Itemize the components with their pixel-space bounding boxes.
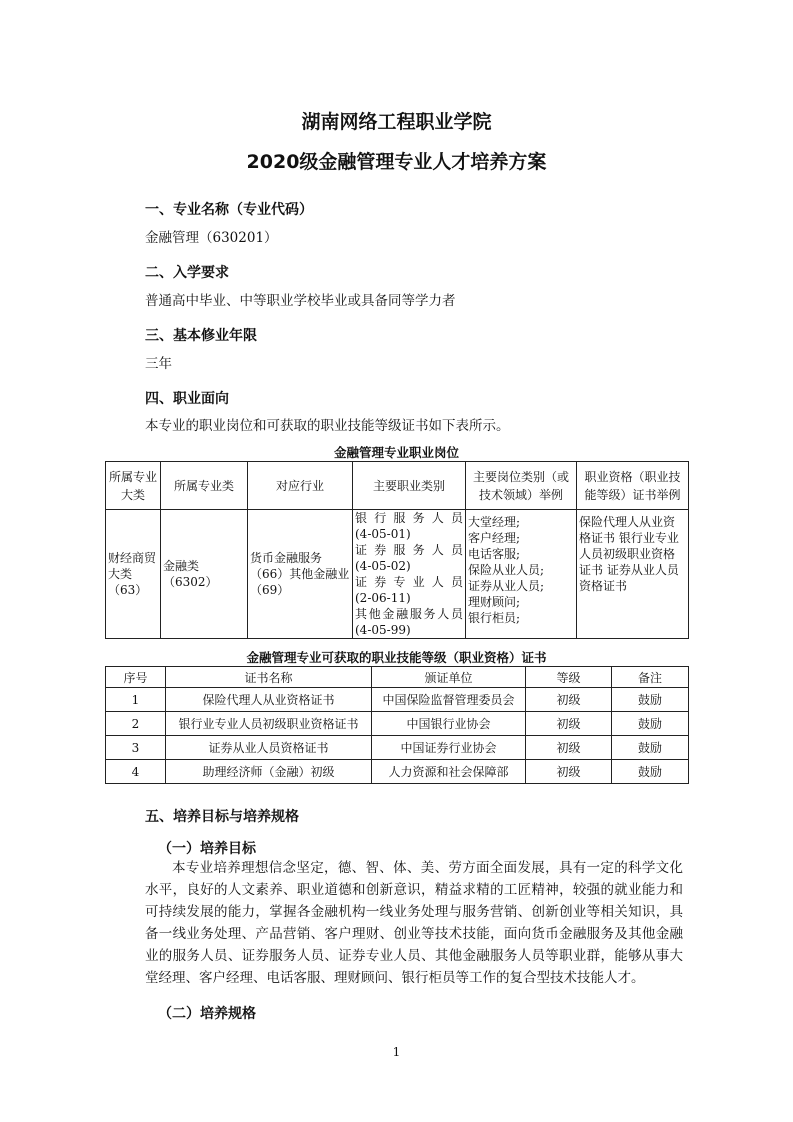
cert-no: 1 — [106, 688, 166, 712]
occupation-line: 证券服务人员 — [355, 543, 463, 557]
certs-header-no: 序号 — [106, 667, 166, 688]
position-line: 保险从业人员; — [468, 563, 545, 577]
jobs-cell-occupations — [353, 510, 466, 639]
table-row — [106, 760, 689, 784]
cert-issuer: 中国证券行业协会 — [372, 736, 526, 760]
occupation-line: 其他金融服务人员 — [355, 607, 463, 621]
section-4-heading: 四、职业面向 — [145, 391, 229, 407]
jobs-header-occupation: 主要职业类别 — [353, 462, 466, 510]
certs-table-header-row — [106, 667, 689, 688]
cert-name: 助理经济师（金融）初级 — [166, 760, 372, 784]
certs-header-issuer: 颁证单位 — [372, 667, 526, 688]
position-line: 客户经理; — [468, 531, 521, 545]
jobs-header-certificate: 职业资格（职业技能等级）证书举例 — [577, 462, 689, 510]
document-title: 湖南网络工程职业学院 — [301, 111, 492, 133]
cert-level: 初级 — [526, 712, 612, 736]
position-line: 大堂经理; — [468, 515, 521, 529]
occupation-line: (4-05-02) — [355, 559, 411, 573]
cert-level: 初级 — [526, 760, 612, 784]
position-line: 银行柜员; — [468, 611, 521, 625]
cert-no: 2 — [106, 712, 166, 736]
occupation-line: 证券专业人员 — [355, 575, 463, 589]
jobs-table-caption: 金融管理专业职业岗位 — [333, 445, 459, 460]
certs-header-remark: 备注 — [612, 667, 689, 688]
section-3-heading: 三、基本修业年限 — [145, 328, 257, 344]
cert-no: 4 — [106, 760, 166, 784]
cert-remark: 鼓励 — [612, 712, 689, 736]
table-row — [106, 688, 689, 712]
cert-issuer: 人力资源和社会保障部 — [372, 760, 526, 784]
section-3-text: 三年 — [145, 356, 172, 372]
cert-name: 证券从业人员资格证书 — [166, 736, 372, 760]
certs-table — [105, 666, 689, 784]
subsection-1-heading: （一）培养目标 — [158, 841, 256, 857]
document-subtitle: 2020级金融管理专业人才培养方案 — [246, 151, 547, 173]
jobs-cell-industry: 货币金融服务（66）其他金融业（69） — [248, 510, 353, 639]
cert-level: 初级 — [526, 736, 612, 760]
section-5-heading: 五、培养目标与培养规格 — [145, 809, 299, 825]
occupation-line: (2-06-11) — [355, 591, 411, 605]
jobs-cell-positions — [466, 510, 577, 639]
certs-header-name: 证书名称 — [166, 667, 372, 688]
section-2-heading: 二、入学要求 — [145, 265, 229, 281]
occupation-line: 银行服务人员 — [355, 511, 463, 525]
jobs-header-class: 所属专业类 — [161, 462, 248, 510]
cert-remark: 鼓励 — [612, 688, 689, 712]
jobs-table-header-row — [106, 462, 689, 510]
training-goal-paragraph: 本专业培养理想信念坚定，德、智、体、美、劳方面全面发展，具有一定的科学文化水平，良好的人文素养、职业道德和创新意识，精益求精的工匠精神，较强的就业能力和可持续发展的能力，掌握各金融机构一线业务处理与服务营销、创新创业等相关知识，具备一线业务处理、产品营销、客户理财、创业等技术技能，面向货币金融服务及其他金融业的服务人员、证券服务人员、证券专业人员、其他金融服务人员等职业群，能够从事大堂经理、客户经理、电话客服、理财顾问、银行柜员等工作的复合型技术技能人才。 — [145, 860, 683, 986]
certs-table-caption: 金融管理专业可获取的职业技能等级（职业资格）证书 — [246, 650, 547, 665]
section-1-text: 金融管理（630201） — [145, 230, 278, 246]
section-2-text: 普通高中毕业、中等职业学校毕业或具备同等学力者 — [145, 293, 456, 309]
position-line: 证券从业人员; — [468, 579, 545, 593]
table-row — [106, 736, 689, 760]
cert-issuer: 中国银行业协会 — [372, 712, 526, 736]
jobs-table-row — [106, 510, 689, 639]
cert-no: 3 — [106, 736, 166, 760]
jobs-cell-certificates: 保险代理人从业资格证书 银行业专业人员初级职业资格证书 证券从业人员资格证书 — [577, 510, 689, 639]
cert-name: 银行业专业人员初级职业资格证书 — [166, 712, 372, 736]
jobs-header-industry: 对应行业 — [248, 462, 353, 510]
cert-remark: 鼓励 — [612, 736, 689, 760]
jobs-cell-major: 财经商贸大类（63） — [106, 510, 161, 639]
table-row — [106, 712, 689, 736]
page-number: 1 — [392, 1045, 401, 1059]
cert-level: 初级 — [526, 688, 612, 712]
cert-name: 保险代理人从业资格证书 — [166, 688, 372, 712]
position-line: 电话客服; — [468, 547, 521, 561]
jobs-table — [105, 461, 689, 639]
section-4-text: 本专业的职业岗位和可获取的职业技能等级证书如下表所示。 — [145, 418, 510, 434]
jobs-header-major: 所属专业大类 — [106, 462, 161, 510]
cert-remark: 鼓励 — [612, 760, 689, 784]
subsection-2-heading: （二）培养规格 — [158, 1006, 256, 1022]
certs-header-level: 等级 — [526, 667, 612, 688]
occupation-line: (4-05-01) — [355, 527, 411, 541]
occupation-line: (4-05-99) — [355, 623, 411, 637]
cert-issuer: 中国保险监督管理委员会 — [372, 688, 526, 712]
position-line: 理财顾问; — [468, 595, 521, 609]
section-1-heading: 一、专业名称（专业代码） — [145, 202, 313, 218]
jobs-header-position: 主要岗位类别（或技术领域）举例 — [466, 462, 577, 510]
jobs-cell-class: 金融类（6302） — [161, 510, 248, 639]
